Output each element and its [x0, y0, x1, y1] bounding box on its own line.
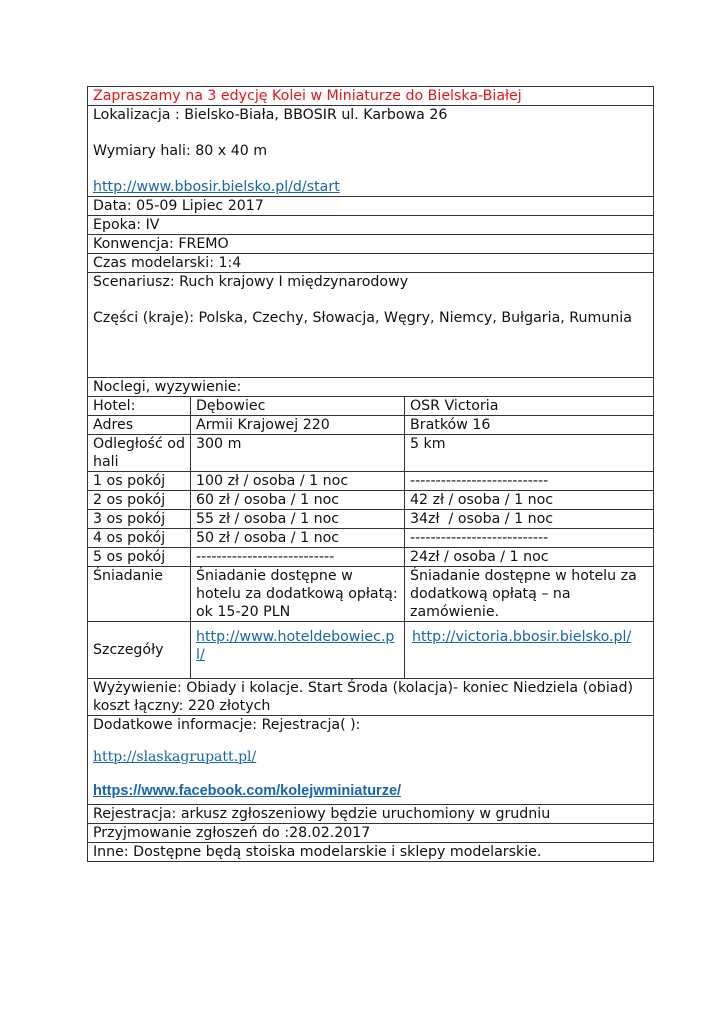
hotel-b-value: --------------------------- [405, 472, 654, 491]
details-a-cell [191, 622, 405, 679]
other-row [88, 843, 654, 862]
details-row [88, 622, 654, 679]
model-time-row [88, 254, 654, 273]
table-row [88, 529, 654, 548]
scenario-cell [88, 273, 654, 378]
hotel-b-value: Śniadanie dostępne w hotelu za dodatkową opłatą – na zamówienie. [405, 567, 654, 622]
table-row [88, 548, 654, 567]
convention-row [88, 235, 654, 254]
scenario-row [88, 273, 654, 378]
hotel-b-value: OSR Victoria [405, 397, 654, 416]
deadline-cell: Przyjmowanie zgłoszeń do :28.02.2017 [88, 824, 654, 843]
hotel-a-value: 60 zł / osoba / 1 noc [191, 491, 405, 510]
event-title: Zapraszamy na 3 edycję Kolei w Miniaturze do Bielska-Białej [88, 87, 654, 106]
epoch-row [88, 216, 654, 235]
meals-row [88, 679, 654, 716]
hotel-a-value: 55 zł / osoba / 1 noc [191, 510, 405, 529]
meals-cell: Wyżywienie: Obiady i kolacje. Start Środa (kolacja)- koniec Niedziela (obiad) koszt łączny: 220 złotych [88, 679, 654, 716]
date-cell: Data: 05-09 Lipiec 2017 [88, 197, 654, 216]
osr-victoria-link[interactable]: http://victoria.bbosir.bielsko.pl/ [412, 629, 632, 645]
hall-size-text: Wymiary hali: 80 x 40 m [93, 143, 268, 159]
table-row [88, 510, 654, 529]
hotel-a-value: 100 zł / osoba / 1 noc [191, 472, 405, 491]
hotel-a-value: Armii Krajowej 220 [191, 416, 405, 435]
hotel-b-value: 42 zł / osoba / 1 noc [405, 491, 654, 510]
deadline-row [88, 824, 654, 843]
event-info-table [87, 86, 654, 862]
scenario-text: Scenariusz: Ruch krajowy I międzynarodowy [93, 274, 409, 290]
facebook-link[interactable]: https://www.facebook.com/kolejwminiaturze/ [93, 783, 402, 799]
model-time-cell: Czas modelarski: 1:4 [88, 254, 654, 273]
table-row [88, 491, 654, 510]
hotel-b-value: 24zł / osoba / 1 noc [405, 548, 654, 567]
table-row [88, 416, 654, 435]
table-row [88, 435, 654, 472]
hotel-a-value: 300 m [191, 435, 405, 472]
extra-info-text: Dodatkowe informacje: Rejestracja( ): [93, 717, 361, 733]
other-cell: Inne: Dostępne będą stoiska modelarskie i sklepy modelarskie. [88, 843, 654, 862]
extra-info-row [88, 716, 654, 805]
bbosir-link[interactable]: http://www.bbosir.bielsko.pl/d/start [93, 179, 340, 195]
hotel-a-value: Śniadanie dostępne w hotelu za dodatkową opłatą: ok 15-20 PLN [191, 567, 405, 622]
epoch-cell: Epoka: IV [88, 216, 654, 235]
hotel-a-value: 50 zł / osoba / 1 noc [191, 529, 405, 548]
location-text: Lokalizacja : Bielsko-Biała, BBOSIR ul. Karbowa 26 [93, 107, 448, 123]
extra-info-cell [88, 716, 654, 805]
lodging-header-row [88, 378, 654, 397]
hotel-debowiec-link[interactable]: http://www.hoteldebowiec.pl/ [196, 629, 395, 663]
details-label: Szczegóły [88, 622, 191, 679]
convention-cell: Konwencja: FREMO [88, 235, 654, 254]
hotel-b-value: Bratków 16 [405, 416, 654, 435]
row-label: 3 os pokój [88, 510, 191, 529]
date-row [88, 197, 654, 216]
row-label: 4 os pokój [88, 529, 191, 548]
row-label: Hotel: [88, 397, 191, 416]
hotel-b-value: 34zł / osoba / 1 noc [405, 510, 654, 529]
registration-row [88, 805, 654, 824]
lodging-header: Noclegi, wyzywienie: [88, 378, 654, 397]
table-row [88, 397, 654, 416]
table-row [88, 472, 654, 491]
hotel-b-value: --------------------------- [405, 529, 654, 548]
location-row [88, 106, 654, 197]
title-row [88, 87, 654, 106]
row-label: 1 os pokój [88, 472, 191, 491]
row-label: 2 os pokój [88, 491, 191, 510]
row-label: 5 os pokój [88, 548, 191, 567]
table-row [88, 567, 654, 622]
hotel-b-value: 5 km [405, 435, 654, 472]
row-label: Śniadanie [88, 567, 191, 622]
details-b-cell [405, 622, 654, 679]
hotel-a-value: --------------------------- [191, 548, 405, 567]
location-cell [88, 106, 654, 197]
registration-cell: Rejestracja: arkusz zgłoszeniowy będzie uruchomiony w grudniu [88, 805, 654, 824]
slaskagrupatt-link[interactable]: http://slaskagrupatt.pl/ [93, 749, 257, 765]
hotel-a-value: Dębowiec [191, 397, 405, 416]
row-label: Odległość od hali [88, 435, 191, 472]
countries-text: Części (kraje): Polska, Czechy, Słowacja, Węgry, Niemcy, Bułgaria, Rumunia [93, 310, 632, 326]
row-label: Adres [88, 416, 191, 435]
